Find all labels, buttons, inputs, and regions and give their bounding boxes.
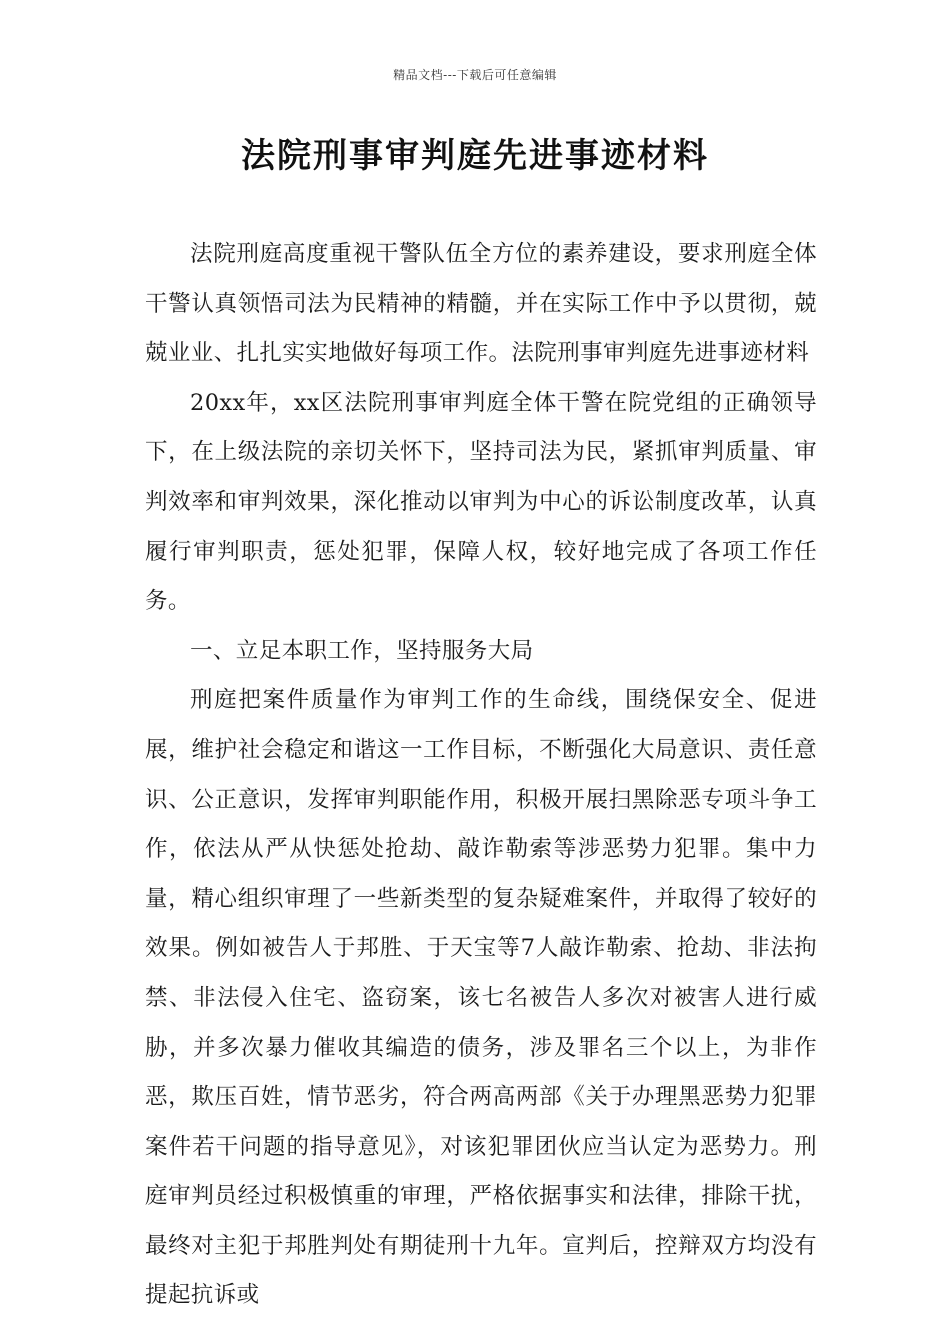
document-title: 法院刑事审判庭先进事迹材料 xyxy=(241,136,709,176)
paragraph-case-quality: 刑庭把案件质量作为审判工作的生命线，围绕保安全、促进展，维护社会稳定和谐这一工作目标，不断强化大局意识、责任意识、公正意识，发挥审判职能作用，积极开展扫黑除恶专项斗争工作，依法从严从快惩处抢劫、敲诈勒索等涉恶势力犯罪。集中力量，精心组织审理了一些新类型的复杂疑难案件，并取得了较好的效果。例如被告人于邦胜、于天宝等7人敲诈勒索、抢劫、非法拘禁、非法侵入住宅、盗窃案，该七名被告人多次对被害人进行威胁，并多次暴力催收其编造的债务，涉及罪名三个以上，为非作恶，欺压百姓，情节恶劣，符合两高两部《关于办理黑恶势力犯罪案件若干问题的指导意见》，对该犯罪团伙应当认定为恶势力。刑庭审判员经过积极慎重的审理，严格依据事实和法律，排除干扰，最终对主犯于邦胜判处有期徒刑十九年。宣判后，控辩双方均没有提起抗诉或 xyxy=(145,687,817,1309)
paragraph-intro: 法院刑庭高度重视干警队伍全方位的素养建设，要求刑庭全体干警认真领悟司法为民精神的精髓，并在实际工作中予以贯彻，兢兢业业、扎扎实实地做好每项工作。法院刑事审判庭先进事迹材料 xyxy=(145,241,817,367)
paragraph-overview: 20xx年，xx区法院刑事审判庭全体干警在院党组的正确领导下，在上级法院的亲切关怀下，坚持司法为民，紧抓审判质量、审判效率和审判效果，深化推动以审判为中心的诉讼制度改革，认真履行审判职责，惩处犯罪，保障人权，较好地完成了各项工作任务。 xyxy=(145,389,817,615)
header-note: 精品文档---下载后可任意编辑 xyxy=(393,68,557,82)
document-body xyxy=(145,230,817,1321)
section-heading: 一、立足本职工作，坚持服务大局 xyxy=(190,637,534,664)
